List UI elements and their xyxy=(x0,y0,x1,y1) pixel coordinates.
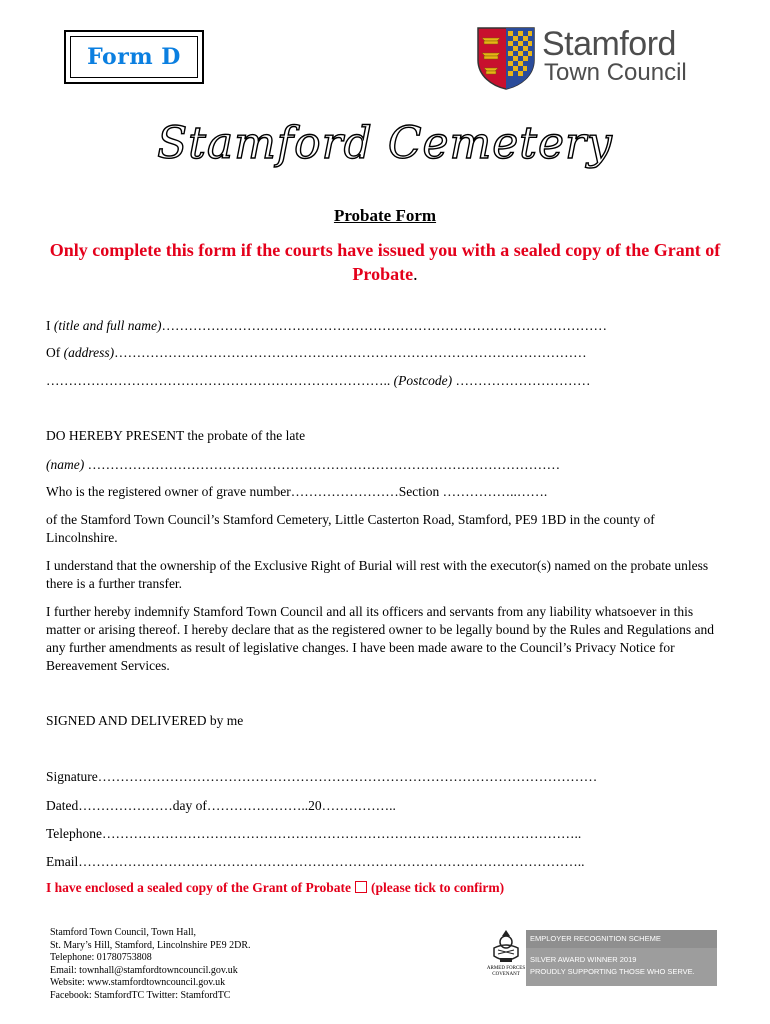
postcode-hint: (Postcode) xyxy=(393,373,453,388)
footer-line: St. Mary’s Hill, Stamford, Lincolnshire PE9 2DR. xyxy=(50,939,251,951)
cemetery-title: Stamford Cemetery xyxy=(157,118,613,169)
award-banner xyxy=(526,930,717,986)
address-hint: (address) xyxy=(63,345,115,360)
employer-recognition-logo-icon xyxy=(486,928,526,966)
grave-number-field[interactable]: Who is the registered owner of grave number……………………Section ……………..……. xyxy=(46,484,548,499)
footer-line: Email: townhall@stamfordtowncouncil.gov.uk xyxy=(50,964,238,976)
name-prefix: I xyxy=(46,318,54,333)
deceased-name-field[interactable] xyxy=(46,457,560,473)
footer-address xyxy=(50,927,251,1003)
council-logo xyxy=(476,26,706,90)
footer-line: Stamford Town Council, Town Hall, xyxy=(50,927,197,938)
present-text: DO HEREBY PRESENT the probate of the late xyxy=(46,428,306,443)
postcode-dots: ………………………… xyxy=(452,373,591,388)
council-name: Stamford xyxy=(542,25,676,63)
footer-line: Telephone: 01780753808 xyxy=(50,952,152,964)
erc-logo-text: ARMED FORCES COVENANT xyxy=(486,966,526,977)
footer-line: Facebook: StamfordTC Twitter: StamfordTC xyxy=(50,989,231,1001)
page-title: Probate Form xyxy=(333,206,437,225)
address-dots: …………………………………………………………………………………………… xyxy=(114,345,587,360)
indemnify-paragraph: I further hereby indemnify Stamford Town Council and all its officers and servants from any liability whatsoever in this matter or arising thereof. I hereby declare that as the registered owner to be legally bound by the Rules and Regulations and any further amendments as result of legislative changes. I have been made aware to the Council’s Privacy Notice for Bereavement Services. xyxy=(46,604,715,673)
postcode-field[interactable] xyxy=(46,373,590,389)
footer-line: Website: www.stamfordtowncouncil.gov.uk xyxy=(50,977,226,989)
award-line: PROUDLY SUPPORTING THOSE WHO SERVE. xyxy=(526,967,717,986)
confirm-checkbox[interactable] xyxy=(355,881,367,893)
address-field[interactable] xyxy=(46,345,587,361)
address-prefix: Of xyxy=(46,345,64,360)
form-label: Form D xyxy=(70,36,198,78)
warning-end: . xyxy=(413,264,418,284)
cemetery-paragraph: of the Stamford Town Council’s Stamford Cemetery, Little Casterton Road, Stamford, PE9 1BD in the county of Lincolnshire. xyxy=(46,512,655,545)
email-field[interactable]: Email………………………………………………………………………………………………….. xyxy=(46,854,585,869)
warning-text: Only complete this form if the courts have issued you with a sealed copy of the Grant of Probate xyxy=(49,240,721,284)
award-line: SILVER AWARD WINNER 2019 xyxy=(526,948,717,967)
signature-field[interactable]: Signature………………………………………………………………………………………………… xyxy=(46,769,598,784)
ownership-paragraph: I understand that the ownership of the Exclusive Right of Burial will rest with the executor(s) named on the probate unless there is a further transfer. xyxy=(46,558,709,591)
warning-notice xyxy=(40,238,730,286)
confirm-line xyxy=(46,880,504,896)
name-hint: (title and full name) xyxy=(53,318,162,333)
name-dots: ……………………………………………………………………………………… xyxy=(161,318,607,333)
employer-recognition-logo xyxy=(486,928,526,984)
deceased-dots: …………………………………………………………………………………………… xyxy=(84,457,561,472)
form-badge xyxy=(64,30,204,84)
address2-dots: ………………………………………………………………….. xyxy=(46,373,394,388)
telephone-field[interactable]: Telephone…………………………………………………………………………………………….. xyxy=(46,826,582,841)
name-field[interactable] xyxy=(46,318,607,334)
dated-field[interactable]: Dated…………………day of…………………..20…………….. xyxy=(46,798,396,813)
council-crest-icon xyxy=(476,26,536,90)
signed-text: SIGNED AND DELIVERED by me xyxy=(46,713,244,728)
council-subtitle: Town Council xyxy=(544,59,687,86)
deceased-hint: (name) xyxy=(46,457,85,472)
award-line: EMPLOYER RECOGNITION SCHEME xyxy=(526,930,717,948)
confirm-text: I have enclosed a sealed copy of the Grant of Probate xyxy=(46,880,351,895)
confirm-hint: (please tick to confirm) xyxy=(370,880,505,895)
